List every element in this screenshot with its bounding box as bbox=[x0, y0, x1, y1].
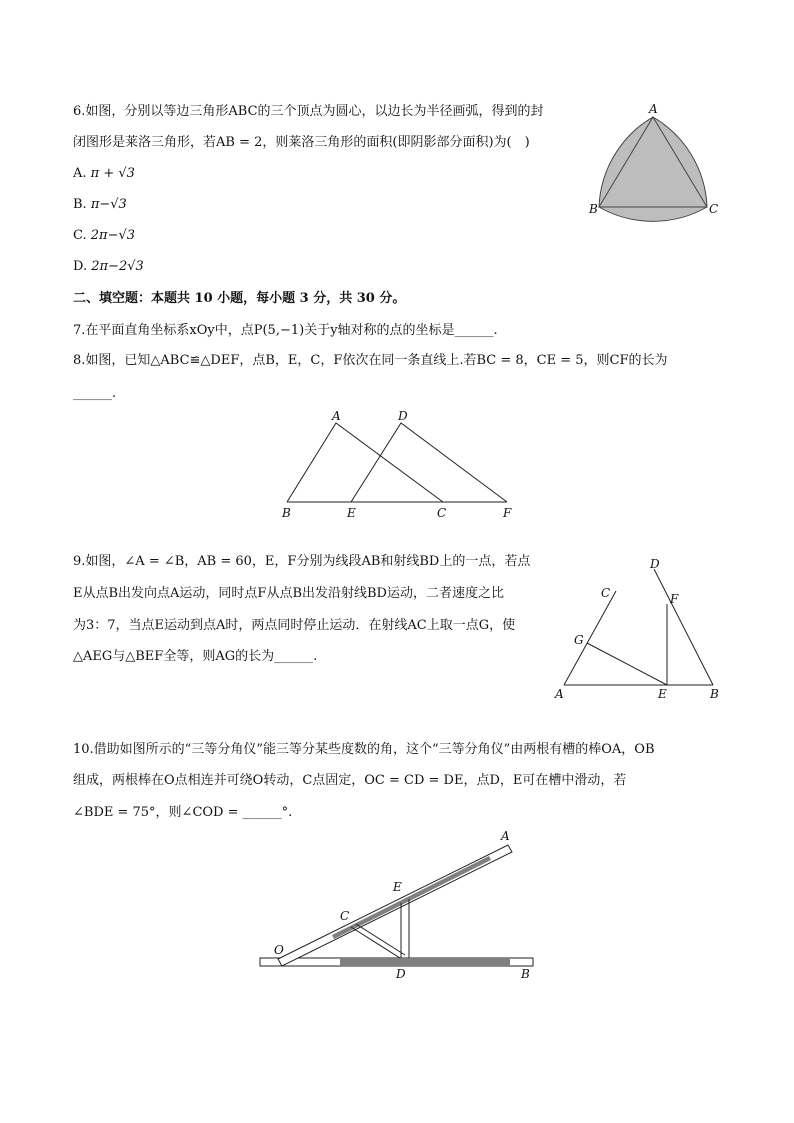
slot-ob bbox=[340, 958, 510, 966]
q6-option-b bbox=[73, 196, 127, 214]
label-b: B bbox=[282, 506, 291, 520]
slot-oa bbox=[332, 856, 491, 939]
label-b: B bbox=[521, 967, 530, 981]
label-c: C bbox=[437, 506, 447, 520]
q10-line-3: ∠BDE = 75°，则∠COD = ______°. bbox=[73, 805, 293, 820]
q9-line-1: 9.如图，∠A = ∠B，AB = 60，E，F分别为线段AB和射线BD上的一点，若点 bbox=[73, 554, 531, 569]
q7-line-1: 7.在平面直角坐标系xOy中，点P(5,−1)关于y轴对称的点的坐标是______. bbox=[73, 323, 498, 338]
label-d: D bbox=[396, 967, 406, 981]
option-letter: A. bbox=[73, 166, 87, 181]
q8-line-2: ______. bbox=[73, 386, 117, 401]
label-f: F bbox=[670, 592, 679, 606]
label-e: E bbox=[658, 687, 667, 701]
section-2-heading: 二、填空题：本题共 10 小题，每小题 3 分，共 30 分。 bbox=[73, 291, 406, 306]
q9-line-2: E从点B出发向点A运动，同时点F从点B出发沿射线BD运动，二者速度之比 bbox=[73, 586, 504, 601]
congruent-triangles-figure bbox=[275, 405, 525, 525]
reuleaux-shaded-region bbox=[599, 117, 707, 221]
stick-cd-inner bbox=[356, 924, 405, 955]
label-c: C bbox=[709, 202, 719, 216]
label-e: E bbox=[347, 506, 356, 520]
label-a: A bbox=[649, 102, 658, 116]
label-e: E bbox=[393, 880, 402, 894]
option-text: 2π−2√3 bbox=[91, 259, 144, 274]
q10-line-1: 10.借助如图所示的“三等分角仪”能三等分某些度数的角，这个“三等分角仪”由两根有槽的棒OA，OB bbox=[73, 742, 655, 757]
label-b: B bbox=[589, 202, 598, 216]
stick-cd bbox=[351, 927, 400, 958]
q8-line-1: 8.如图，已知△ABC≌△DEF，点B，E，C，F依次在同一条直线上.若BC = 8，CE = 5，则CF的长为 bbox=[73, 353, 668, 368]
ray-bd bbox=[654, 569, 713, 685]
label-a: A bbox=[501, 829, 510, 843]
option-text: 2π−√3 bbox=[90, 228, 136, 243]
q9-line-4: △AEG与△BEF全等，则AG的长为______. bbox=[73, 649, 318, 664]
q9-line-3: 为3：7，当点E运动到点A时，两点同时停止运动．在射线AC上取一点G，使 bbox=[73, 618, 516, 633]
label-f: F bbox=[503, 506, 512, 520]
q6-line-1: 6.如图，分别以等边三角形ABC的三个顶点为圆心，以边长为半径画弧，得到的封 bbox=[73, 104, 544, 119]
segment-ge bbox=[587, 643, 667, 685]
label-c: C bbox=[601, 586, 611, 600]
q6-line-2: 闭图形是莱洛三角形，若AB = 2，则莱洛三角形的面积(即阴影部分面积)为( ) bbox=[73, 135, 530, 150]
label-a: A bbox=[555, 687, 564, 701]
label-o: O bbox=[274, 943, 284, 957]
ray-ac bbox=[564, 591, 616, 685]
option-letter: B. bbox=[73, 197, 87, 212]
label-c: C bbox=[340, 909, 350, 923]
option-letter: D. bbox=[73, 259, 88, 274]
option-text: π−√3 bbox=[90, 197, 127, 212]
q10-line-2: 组成，两根棒在O点相连并可绕O转动，C点固定，OC = CD = DE，点D，E可在槽中滑动，若 bbox=[73, 773, 627, 788]
option-letter: C. bbox=[73, 228, 87, 243]
label-d: D bbox=[398, 409, 408, 423]
label-b: B bbox=[710, 687, 719, 701]
triangle-def bbox=[351, 423, 507, 502]
q6-option-c bbox=[73, 227, 135, 245]
angle-trisector-figure bbox=[250, 825, 550, 985]
q6-option-d bbox=[73, 258, 144, 276]
q6-option-a bbox=[73, 165, 135, 183]
option-text: π + √3 bbox=[90, 166, 135, 181]
rays-triangle-figure bbox=[550, 555, 730, 705]
label-a: A bbox=[332, 409, 341, 423]
label-g: G bbox=[574, 633, 584, 647]
triangle-abc bbox=[287, 423, 443, 502]
label-d: D bbox=[650, 557, 660, 571]
reuleaux-triangle-figure bbox=[585, 100, 725, 225]
